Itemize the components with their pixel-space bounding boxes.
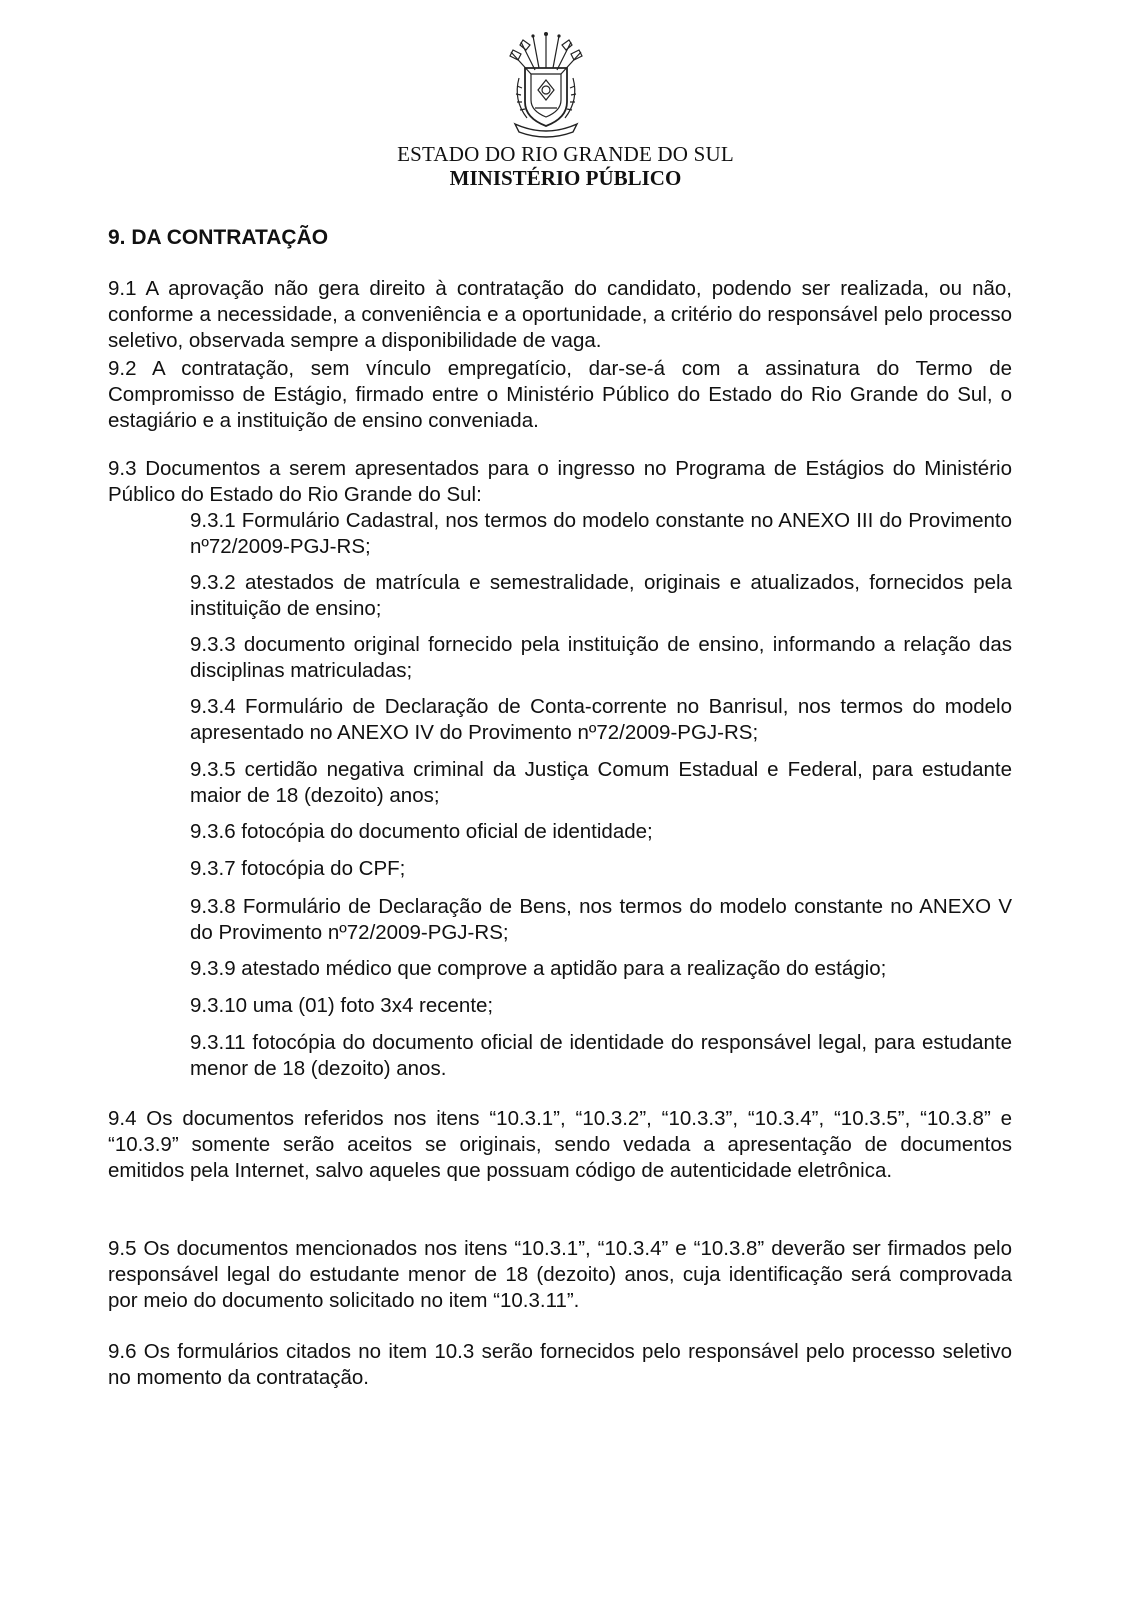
list-item xyxy=(190,1030,1012,1082)
list-item xyxy=(190,819,1012,845)
list-item-text: 9.3.5 certidão negativa criminal da Justiça Comum Estadual e Federal, para estudante maior de 18 (dezoito) anos; xyxy=(190,758,1012,807)
list-item xyxy=(190,856,1012,882)
header-state-name: ESTADO DO RIO GRANDE DO SUL xyxy=(397,142,734,166)
list-item xyxy=(190,694,1012,746)
paragraph-9-5-text: 9.5 Os documentos mencionados nos itens “10.3.1”, “10.3.4” e “10.3.8” deverão ser firmados pelo responsável legal do estudante menor de 18 (dezoito) anos, cuja identificação será comprovada por meio do documento solicitado no item “10.3.11”. xyxy=(108,1237,1012,1312)
paragraph-9-5 xyxy=(108,1236,1012,1314)
paragraph-9-2-text: 9.2 A contratação, sem vínculo empregatício, dar-se-á com a assinatura do Termo de Compromisso de Estágio, firmado entre o Ministério Público do Estado do Rio Grande do Sul, o estagiário e a instituição de ensino conveniada. xyxy=(108,357,1012,432)
header-institution-name: MINISTÉRIO PÚBLICO xyxy=(449,166,682,190)
list-item-text: 9.3.4 Formulário de Declaração de Conta-corrente no Banrisul, nos termos do modelo apresentado no ANEXO IV do Provimento nº72/2009-PGJ-RS; xyxy=(190,695,1012,744)
paragraph-9-1-text: 9.1 A aprovação não gera direito à contratação do candidato, podendo ser realizada, ou não, conforme a necessidade, a conveniência e a oportunidade, a critério do responsável pelo processo seletivo, observada sempre a disponibilidade de vaga. xyxy=(108,277,1012,352)
list-item-text: 9.3.7 fotocópia do CPF; xyxy=(190,857,406,880)
list-item-text: 9.3.1 Formulário Cadastral, nos termos do modelo constante no ANEXO III do Provimento nº72/2009-PGJ-RS; xyxy=(190,509,1012,558)
list-item-text: 9.3.6 fotocópia do documento oficial de identidade; xyxy=(190,820,653,843)
list-item-text: 9.3.2 atestados de matrícula e semestralidade, originais e atualizados, fornecidos pela instituição de ensino; xyxy=(190,571,1012,620)
paragraph-9-3-text: 9.3 Documentos a serem apresentados para o ingresso no Programa de Estágios do Ministério Público do Estado do Rio Grande do Sul: xyxy=(108,457,1012,506)
list-item-text: 9.3.8 Formulário de Declaração de Bens, nos termos do modelo constante no ANEXO V do Provimento nº72/2009-PGJ-RS; xyxy=(190,895,1012,944)
list-item xyxy=(190,894,1012,946)
coat-of-arms-icon xyxy=(503,28,589,140)
section-title: 9. DA CONTRATAÇÃO xyxy=(108,226,329,249)
list-item-text: 9.3.11 fotocópia do documento oficial de identidade do responsável legal, para estudante menor de 18 (dezoito) anos. xyxy=(190,1031,1012,1080)
paragraph-9-6 xyxy=(108,1339,1012,1391)
paragraph-9-3 xyxy=(108,456,1012,508)
paragraph-9-4-text: 9.4 Os documentos referidos nos itens “10.3.1”, “10.3.2”, “10.3.3”, “10.3.4”, “10.3.5”, “10.3.8” e “10.3.9” somente serão aceitos se originais, sendo vedada a apresentação de documentos emitidos pela Internet, salvo aqueles que possuam código de autenticidade eletrônica. xyxy=(108,1107,1012,1182)
paragraph-9-6-text: 9.6 Os formulários citados no item 10.3 serão fornecidos pelo responsável pelo processo seletivo no momento da contratação. xyxy=(108,1340,1012,1389)
paragraph-9-1 xyxy=(108,276,1012,354)
list-item-text: 9.3.3 documento original fornecido pela instituição de ensino, informando a relação das disciplinas matriculadas; xyxy=(190,633,1012,682)
list-item-text: 9.3.9 atestado médico que comprove a aptidão para a realização do estágio; xyxy=(190,957,887,980)
list-item xyxy=(190,508,1012,560)
list-item xyxy=(190,632,1012,684)
paragraph-9-4 xyxy=(108,1106,1012,1184)
list-item xyxy=(190,570,1012,622)
list-item xyxy=(190,993,1012,1019)
paragraph-9-2 xyxy=(108,356,1012,434)
list-item xyxy=(190,757,1012,809)
list-item xyxy=(190,956,1012,982)
list-item-text: 9.3.10 uma (01) foto 3x4 recente; xyxy=(190,994,494,1017)
